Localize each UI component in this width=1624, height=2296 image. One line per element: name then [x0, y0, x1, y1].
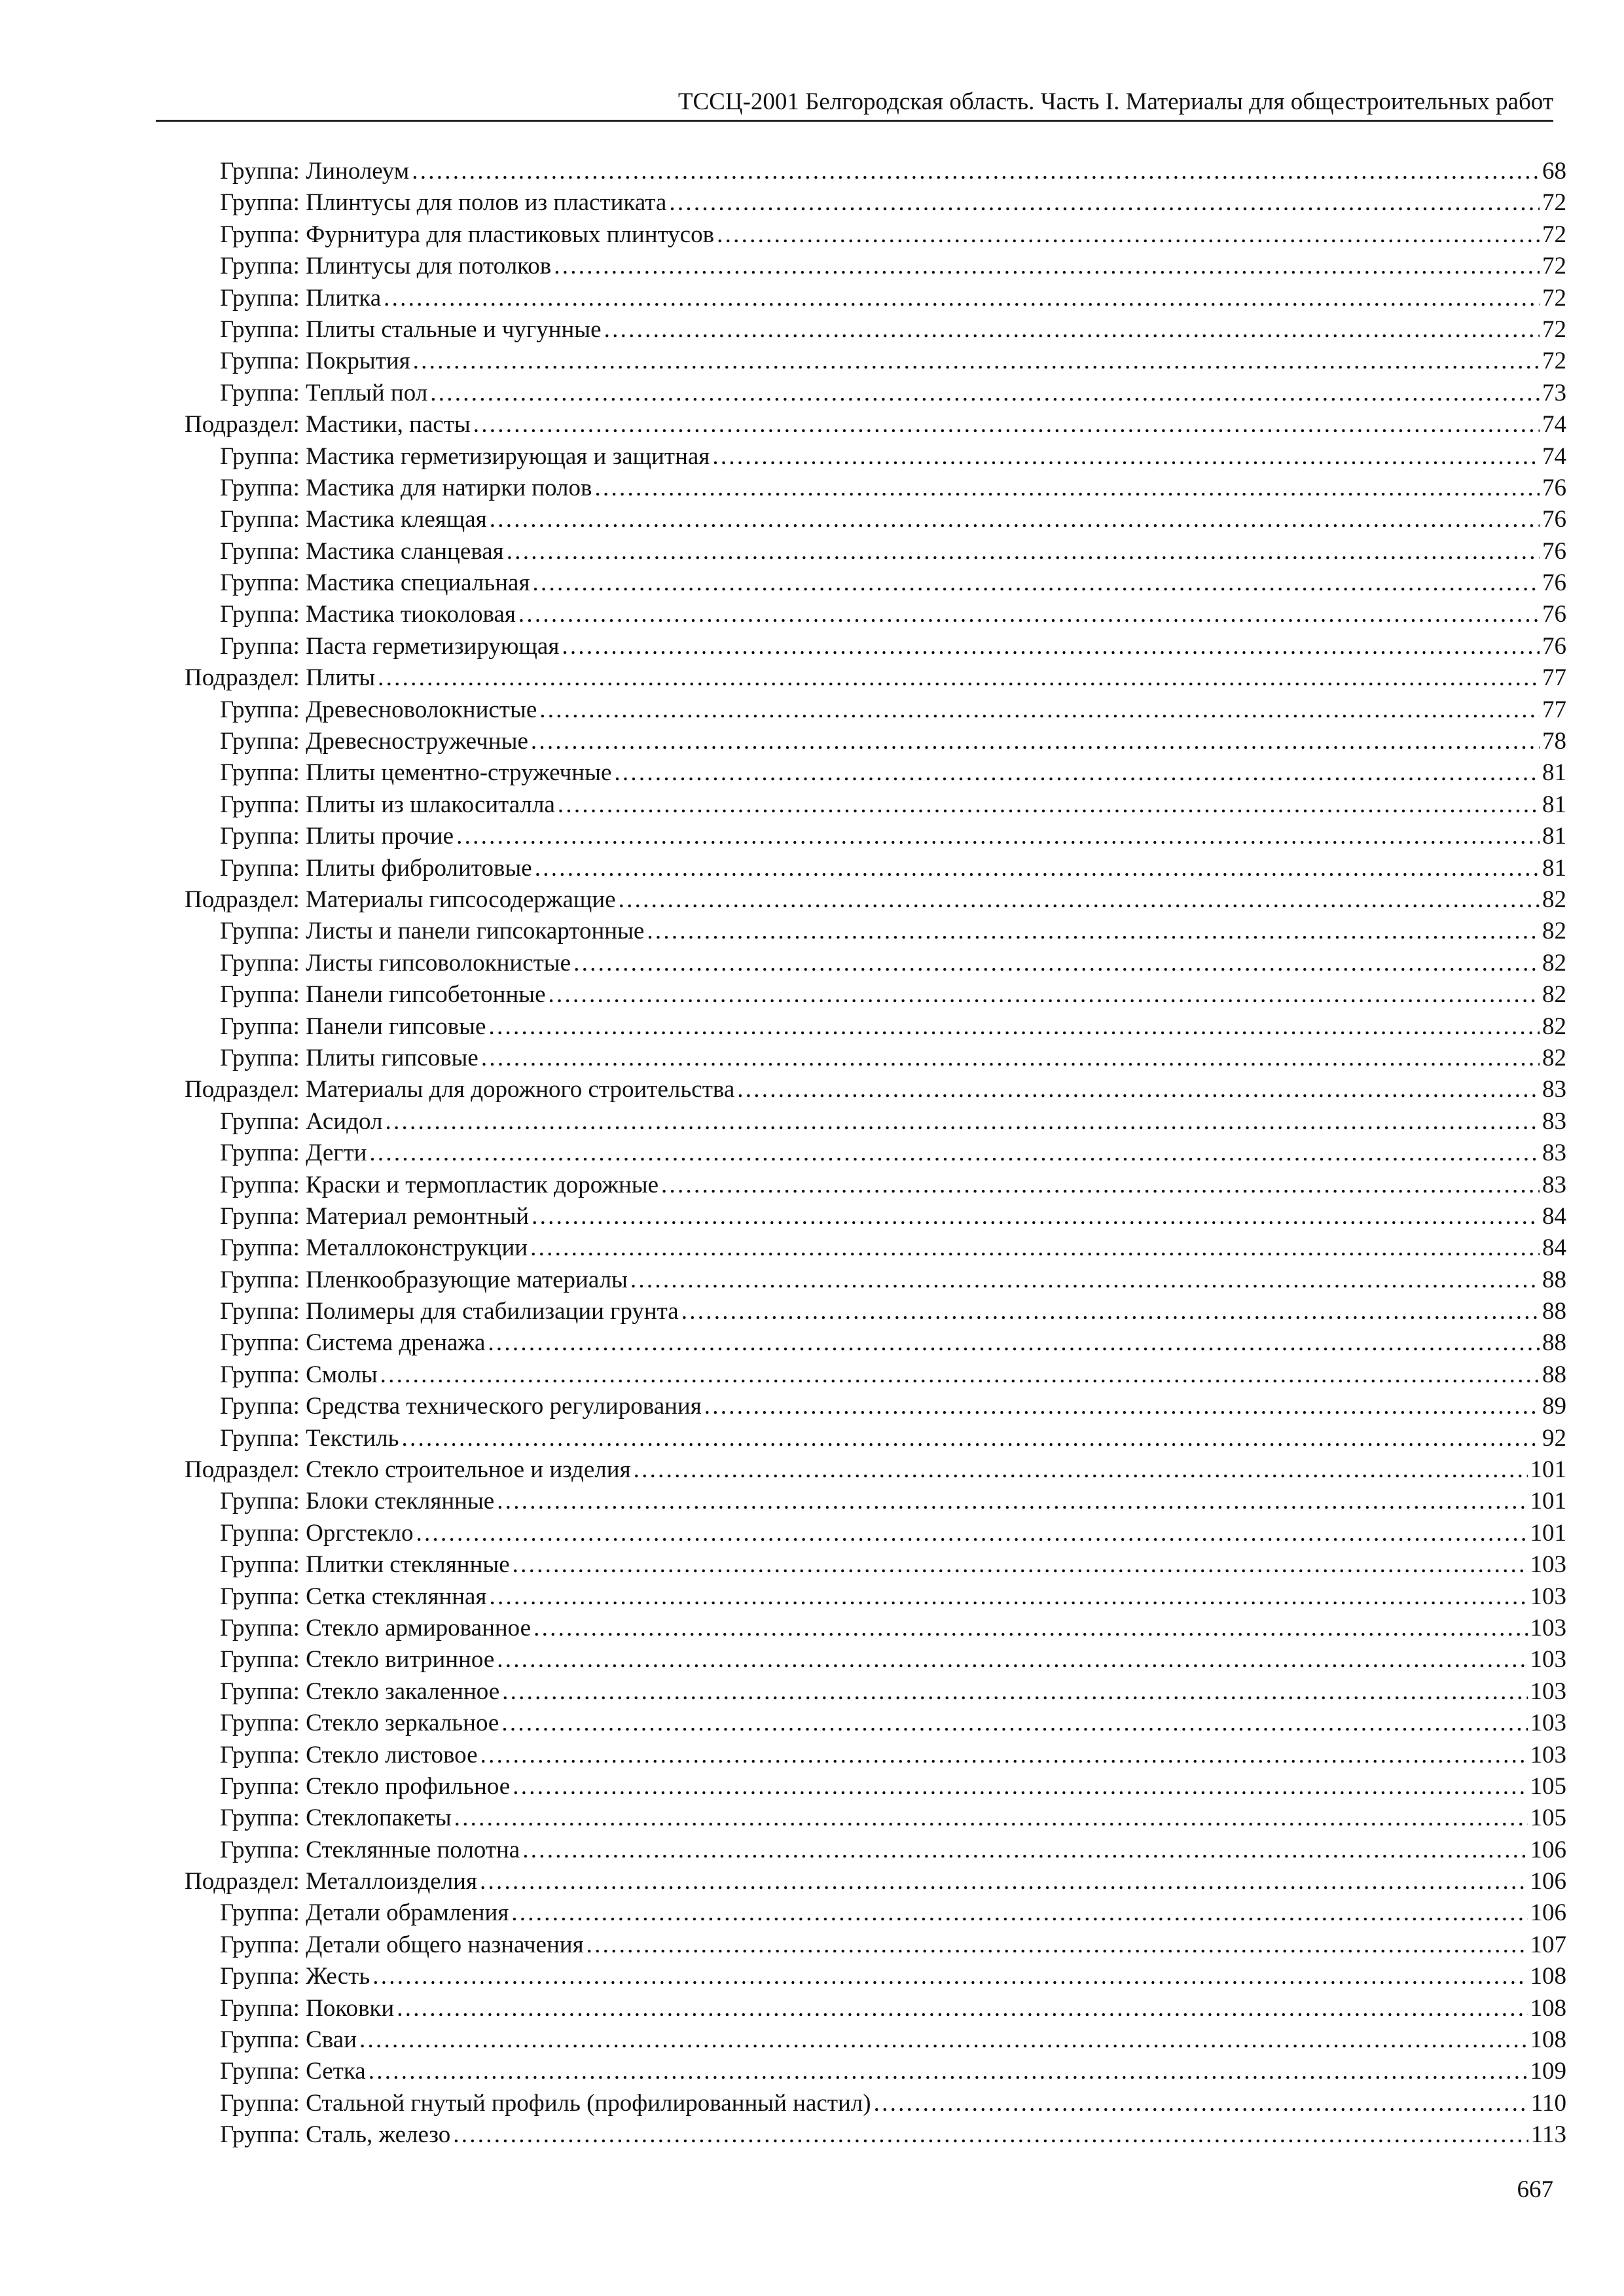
toc-entry-title: Группа: Стекло закаленное — [220, 1677, 500, 1705]
toc-dot-leader — [378, 662, 1540, 694]
toc-entry-page: 82 — [1542, 1013, 1566, 1040]
toc-group-entry — [185, 1232, 1566, 1264]
toc-entry-title: Подраздел: Материалы гипсосодержащие — [185, 886, 616, 913]
toc-entry-page: 82 — [1542, 918, 1566, 945]
toc-entry-page: 84 — [1542, 1202, 1566, 1230]
toc-entry-page: 83 — [1542, 1139, 1566, 1167]
toc-dot-leader — [397, 1993, 1527, 2024]
toc-entry-title: Группа: Листы гипсоволокнистые — [220, 949, 571, 977]
toc-entry-page: 72 — [1542, 189, 1566, 217]
toc-dot-leader — [413, 346, 1540, 377]
toc-group-entry — [185, 283, 1566, 314]
toc-entry-title: Группа: Сталь, железо — [220, 2121, 451, 2149]
toc-entry-page: 107 — [1530, 1931, 1566, 1958]
toc-entry-page: 109 — [1530, 2058, 1566, 2085]
toc-entry-page: 76 — [1542, 506, 1566, 533]
toc-group-entry — [185, 187, 1566, 219]
toc-group-entry — [185, 567, 1566, 599]
toc-entry-title: Группа: Блоки стеклянные — [220, 1488, 495, 1515]
toc-entry-page: 106 — [1530, 1836, 1566, 1863]
toc-group-entry — [185, 789, 1566, 821]
toc-dot-leader — [480, 1866, 1528, 1897]
toc-dot-leader — [497, 1486, 1527, 1517]
toc-dot-leader — [558, 789, 1540, 821]
toc-entry-title: Группа: Поковки — [220, 1994, 395, 2022]
toc-group-entry — [185, 1929, 1566, 1961]
toc-entry-title: Группа: Средства технического регулирования — [220, 1393, 702, 1420]
toc-group-entry — [185, 1170, 1566, 1201]
toc-entry-page: 101 — [1530, 1488, 1566, 1515]
toc-entry-title: Группа: Плитки стеклянные — [220, 1551, 510, 1579]
toc-group-entry — [185, 1201, 1566, 1232]
toc-entry-title: Подраздел: Металлоизделия — [185, 1868, 477, 1895]
toc-entry-title: Группа: Сетка — [220, 2058, 366, 2085]
toc-entry-page: 108 — [1530, 1963, 1566, 1990]
toc-group-entry — [185, 979, 1566, 1011]
toc-group-entry — [185, 2056, 1566, 2087]
toc-entry-title: Группа: Стеклянные полотна — [220, 1836, 520, 1863]
toc-entry-title: Группа: Дегти — [220, 1139, 367, 1167]
toc-dot-leader — [704, 1391, 1540, 1422]
toc-entry-title: Группа: Стеклопакеты — [220, 1804, 452, 1832]
toc-group-entry — [185, 314, 1566, 346]
toc-entry-title: Группа: Полимеры для стабилизации грунта — [220, 1298, 679, 1325]
toc-entry-title: Группа: Древесностружечные — [220, 728, 528, 755]
toc-group-entry — [185, 1613, 1566, 1644]
toc-group-entry — [185, 916, 1566, 947]
toc-entry-title: Группа: Плинтусы для потолков — [220, 253, 552, 280]
toc-entry-page: 108 — [1530, 1994, 1566, 2022]
toc-dot-leader — [480, 1740, 1528, 1771]
toc-entry-page: 76 — [1542, 569, 1566, 597]
toc-dot-leader — [549, 979, 1540, 1011]
toc-group-entry — [185, 2119, 1566, 2151]
toc-group-entry — [185, 1993, 1566, 2024]
toc-dot-leader — [402, 1423, 1540, 1454]
toc-entry-title: Группа: Стекло листовое — [220, 1741, 478, 1768]
toc-dot-leader — [501, 1708, 1527, 1739]
toc-entry-page: 103 — [1530, 1677, 1566, 1705]
toc-dot-leader — [488, 1327, 1540, 1359]
toc-section-entry — [185, 662, 1566, 694]
toc-group-entry — [185, 599, 1566, 630]
toc-entry-title: Группа: Текстиль — [220, 1424, 399, 1452]
toc-entry-page: 89 — [1542, 1393, 1566, 1420]
page-number: 667 — [1517, 2176, 1553, 2203]
toc-dot-leader — [359, 2024, 1527, 2056]
toc-entry-page: 92 — [1542, 1424, 1566, 1452]
toc-group-entry — [185, 441, 1566, 473]
toc-dot-leader — [497, 1644, 1527, 1676]
toc-dot-leader — [669, 187, 1540, 219]
toc-dot-leader — [533, 567, 1540, 599]
toc-group-entry — [185, 2088, 1566, 2119]
toc-entry-page: 78 — [1542, 728, 1566, 755]
toc-dot-leader — [380, 1359, 1540, 1391]
toc-group-entry — [185, 1961, 1566, 1992]
toc-entry-page: 103 — [1530, 1583, 1566, 1610]
toc-group-entry — [185, 1740, 1566, 1771]
toc-entry-page: 113 — [1530, 2121, 1566, 2149]
toc-entry-title: Группа: Плитка — [220, 284, 382, 312]
toc-group-entry — [185, 1359, 1566, 1391]
toc-dot-leader — [489, 1581, 1527, 1613]
toc-dot-leader — [530, 1232, 1540, 1264]
toc-entry-page: 105 — [1530, 1772, 1566, 1800]
toc-group-entry — [185, 1771, 1566, 1803]
toc-dot-leader — [712, 441, 1540, 473]
toc-dot-leader — [502, 1676, 1527, 1708]
toc-entry-title: Группа: Плиты стальные и чугунные — [220, 315, 602, 343]
toc-entry-title: Группа: Краски и термопластик дорожные — [220, 1171, 659, 1198]
toc-entry-page: 82 — [1542, 886, 1566, 913]
toc-group-entry — [185, 1644, 1566, 1676]
header-divider — [156, 120, 1553, 122]
toc-entry-page: 81 — [1542, 759, 1566, 787]
toc-entry-page: 76 — [1542, 601, 1566, 628]
toc-entry-title: Группа: Древесноволокнистые — [220, 696, 537, 723]
toc-entry-page: 81 — [1542, 791, 1566, 818]
toc-dot-leader — [539, 694, 1540, 726]
toc-entry-page: 101 — [1530, 1519, 1566, 1547]
toc-entry-title: Группа: Стальной гнутый профиль (профилированный настил) — [220, 2089, 871, 2117]
toc-entry-page: 82 — [1542, 981, 1566, 1009]
toc-group-entry — [185, 853, 1566, 884]
toc-entry-title: Подраздел: Стекло строительное и изделия — [185, 1456, 631, 1484]
toc-entry-page: 103 — [1530, 1646, 1566, 1674]
toc-entry-title: Группа: Плиты прочие — [220, 823, 454, 850]
toc-dot-leader — [737, 1074, 1540, 1105]
toc-entry-page: 83 — [1542, 1171, 1566, 1198]
toc-entry-title: Группа: Металлоконструкции — [220, 1234, 528, 1262]
toc-entry-page: 81 — [1542, 854, 1566, 882]
toc-entry-page: 101 — [1530, 1456, 1566, 1484]
toc-dot-leader — [372, 1961, 1527, 1992]
toc-entry-title: Группа: Материал ремонтный — [220, 1202, 530, 1230]
toc-group-entry — [185, 631, 1566, 662]
toc-entry-title: Группа: Плиты цементно-стружечные — [220, 759, 612, 787]
toc-entry-page: 106 — [1530, 1868, 1566, 1895]
toc-dot-leader — [369, 2056, 1528, 2087]
toc-section-entry — [185, 409, 1566, 440]
toc-group-entry — [185, 948, 1566, 979]
toc-group-entry — [185, 251, 1566, 282]
toc-dot-leader — [430, 378, 1540, 409]
toc-group-entry — [185, 821, 1566, 852]
toc-group-entry — [185, 694, 1566, 726]
toc-dot-leader — [630, 1265, 1540, 1296]
toc-entry-page: 103 — [1530, 1741, 1566, 1768]
toc-group-entry — [185, 1138, 1566, 1169]
toc-group-entry — [185, 1835, 1566, 1866]
toc-dot-leader — [681, 1296, 1540, 1327]
toc-group-entry — [185, 726, 1566, 757]
toc-dot-leader — [647, 916, 1540, 947]
toc-entry-title: Группа: Асидол — [220, 1107, 383, 1135]
toc-entry-title: Подраздел: Материалы для дорожного строительства — [185, 1076, 735, 1103]
toc-entry-title: Группа: Плиты фибролитовые — [220, 854, 532, 882]
toc-entry-title: Группа: Оргстекло — [220, 1519, 414, 1547]
toc-entry-page: 72 — [1542, 284, 1566, 312]
toc-group-entry — [185, 1897, 1566, 1929]
toc-entry-title: Группа: Панели гипсовые — [220, 1013, 486, 1040]
toc-entry-page: 72 — [1542, 348, 1566, 375]
toc-entry-page: 72 — [1542, 315, 1566, 343]
toc-dot-leader — [554, 251, 1540, 282]
toc-dot-leader — [511, 1897, 1527, 1929]
toc-dot-leader — [481, 1043, 1540, 1074]
toc-entry-title: Подраздел: Плиты — [185, 664, 376, 692]
toc-entry-page: 74 — [1542, 411, 1566, 439]
toc-entry-page: 110 — [1530, 2089, 1566, 2117]
toc-group-entry — [185, 1803, 1566, 1834]
toc-dot-leader — [385, 1106, 1540, 1138]
toc-dot-leader — [416, 1518, 1527, 1549]
toc-entry-title: Группа: Мастика для натирки полов — [220, 474, 592, 501]
toc-group-entry — [185, 2024, 1566, 2056]
toc-group-entry — [185, 1043, 1566, 1074]
toc-group-entry — [185, 1296, 1566, 1327]
toc-dot-leader — [522, 1835, 1527, 1866]
toc-dot-leader — [412, 156, 1540, 187]
toc-entry-page: 103 — [1530, 1710, 1566, 1737]
toc-group-entry — [185, 1423, 1566, 1454]
toc-entry-page: 88 — [1542, 1266, 1566, 1293]
toc-dot-leader — [456, 821, 1540, 852]
toc-entry-page: 103 — [1530, 1614, 1566, 1641]
toc-dot-leader — [507, 536, 1540, 567]
toc-entry-page: 76 — [1542, 632, 1566, 660]
toc-entry-title: Группа: Стекло профильное — [220, 1772, 511, 1800]
toc-dot-leader — [473, 409, 1540, 440]
toc-entry-page: 73 — [1542, 379, 1566, 406]
toc-group-entry — [185, 1265, 1566, 1296]
page-header: ТССЦ-2001 Белгородская область. Часть I. Материалы для общестроительных работ — [677, 88, 1553, 115]
toc-entry-title: Группа: Плинтусы для полов из пластиката — [220, 189, 667, 217]
toc-group-entry — [185, 1106, 1566, 1138]
toc-entry-page: 76 — [1542, 537, 1566, 565]
toc-entry-page: 82 — [1542, 1044, 1566, 1071]
toc-group-entry — [185, 219, 1566, 251]
toc-entry-title: Группа: Жесть — [220, 1963, 370, 1990]
toc-group-entry — [185, 1518, 1566, 1549]
toc-group-entry — [185, 346, 1566, 377]
toc-dot-leader — [634, 1454, 1528, 1486]
toc-dot-leader — [614, 757, 1540, 789]
toc-dot-leader — [513, 1549, 1528, 1581]
toc-entry-page: 77 — [1542, 696, 1566, 723]
toc-entry-page: 108 — [1530, 2026, 1566, 2054]
toc-entry-page: 83 — [1542, 1107, 1566, 1135]
table-of-contents — [185, 156, 1566, 2151]
toc-entry-title: Группа: Система дренажа — [220, 1329, 486, 1357]
toc-entry-title: Группа: Плиты гипсовые — [220, 1044, 478, 1071]
toc-entry-title: Группа: Стекло зеркальное — [220, 1710, 499, 1737]
toc-entry-page: 103 — [1530, 1551, 1566, 1579]
toc-dot-leader — [490, 504, 1540, 535]
toc-entry-page: 74 — [1542, 442, 1566, 470]
toc-group-entry — [185, 378, 1566, 409]
toc-entry-title: Группа: Смолы — [220, 1361, 378, 1388]
toc-entry-title: Группа: Плиты из шлакоситалла — [220, 791, 555, 818]
toc-entry-title: Группа: Стекло витринное — [220, 1646, 495, 1674]
toc-entry-title: Подраздел: Мастики, пасты — [185, 411, 471, 439]
toc-entry-page: 72 — [1542, 221, 1566, 248]
toc-entry-page: 88 — [1542, 1298, 1566, 1325]
toc-entry-title: Группа: Линолеум — [220, 158, 410, 185]
toc-dot-leader — [595, 473, 1540, 504]
toc-entry-page: 76 — [1542, 474, 1566, 501]
toc-dot-leader — [513, 1771, 1527, 1803]
toc-section-entry — [185, 1866, 1566, 1897]
toc-dot-leader — [586, 1929, 1528, 1961]
toc-section-entry — [185, 1074, 1566, 1105]
toc-group-entry — [185, 473, 1566, 504]
toc-group-entry — [185, 504, 1566, 535]
toc-entry-title: Группа: Сетка стеклянная — [220, 1583, 487, 1610]
toc-dot-leader — [369, 1138, 1540, 1169]
toc-entry-page: 106 — [1530, 1899, 1566, 1927]
toc-entry-title: Группа: Детали общего назначения — [220, 1931, 584, 1958]
toc-entry-page: 68 — [1542, 158, 1566, 185]
toc-group-entry — [185, 1011, 1566, 1043]
toc-entry-title: Группа: Панели гипсобетонные — [220, 981, 546, 1009]
toc-entry-title: Группа: Мастика сланцевая — [220, 537, 504, 565]
toc-group-entry — [185, 1486, 1566, 1517]
toc-section-entry — [185, 884, 1566, 916]
toc-group-entry — [185, 1391, 1566, 1422]
toc-entry-title: Группа: Мастика специальная — [220, 569, 530, 597]
toc-entry-title: Группа: Мастика герметизирующая и защитная — [220, 442, 710, 470]
toc-dot-leader — [454, 1803, 1528, 1834]
toc-dot-leader — [533, 1613, 1527, 1644]
toc-group-entry — [185, 1581, 1566, 1613]
toc-entry-title: Группа: Мастика тиоколовая — [220, 601, 516, 628]
toc-dot-leader — [562, 631, 1540, 662]
toc-entry-page: 81 — [1542, 823, 1566, 850]
toc-entry-title: Группа: Пленкообразующие материалы — [220, 1266, 628, 1293]
toc-entry-page: 82 — [1542, 949, 1566, 977]
toc-dot-leader — [717, 219, 1540, 251]
toc-group-entry — [185, 1676, 1566, 1708]
toc-dot-leader — [518, 599, 1540, 630]
toc-group-entry — [185, 156, 1566, 187]
toc-group-entry — [185, 757, 1566, 789]
toc-dot-leader — [874, 2088, 1528, 2119]
toc-entry-page: 72 — [1542, 253, 1566, 280]
toc-entry-title: Группа: Паста герметизирующая — [220, 632, 560, 660]
toc-entry-title: Группа: Стекло армированное — [220, 1614, 532, 1641]
toc-dot-leader — [384, 283, 1540, 314]
toc-entry-title: Группа: Покрытия — [220, 348, 410, 375]
toc-entry-title: Группа: Теплый пол — [220, 379, 428, 406]
toc-entry-page: 84 — [1542, 1234, 1566, 1262]
toc-entry-title: Группа: Детали обрамления — [220, 1899, 509, 1927]
toc-dot-leader — [488, 1011, 1540, 1043]
toc-dot-leader — [661, 1170, 1540, 1201]
toc-dot-leader — [453, 2119, 1528, 2151]
toc-dot-leader — [604, 314, 1540, 346]
toc-group-entry — [185, 1327, 1566, 1359]
toc-entry-title: Группа: Листы и панели гипсокартонные — [220, 918, 645, 945]
toc-dot-leader — [535, 853, 1540, 884]
toc-dot-leader — [532, 1201, 1540, 1232]
toc-dot-leader — [619, 884, 1540, 916]
toc-entry-page: 88 — [1542, 1329, 1566, 1357]
toc-dot-leader — [531, 726, 1540, 757]
toc-entry-page: 77 — [1542, 664, 1566, 692]
toc-group-entry — [185, 1708, 1566, 1739]
toc-entry-page: 105 — [1530, 1804, 1566, 1832]
toc-group-entry — [185, 536, 1566, 567]
toc-entry-title: Группа: Сваи — [220, 2026, 357, 2054]
toc-entry-title: Группа: Фурнитура для пластиковых плинтусов — [220, 221, 715, 248]
toc-entry-title: Группа: Мастика клеящая — [220, 506, 487, 533]
toc-section-entry — [185, 1454, 1566, 1486]
toc-entry-page: 88 — [1542, 1361, 1566, 1388]
toc-dot-leader — [573, 948, 1540, 979]
toc-group-entry — [185, 1549, 1566, 1581]
toc-entry-page: 83 — [1542, 1076, 1566, 1103]
